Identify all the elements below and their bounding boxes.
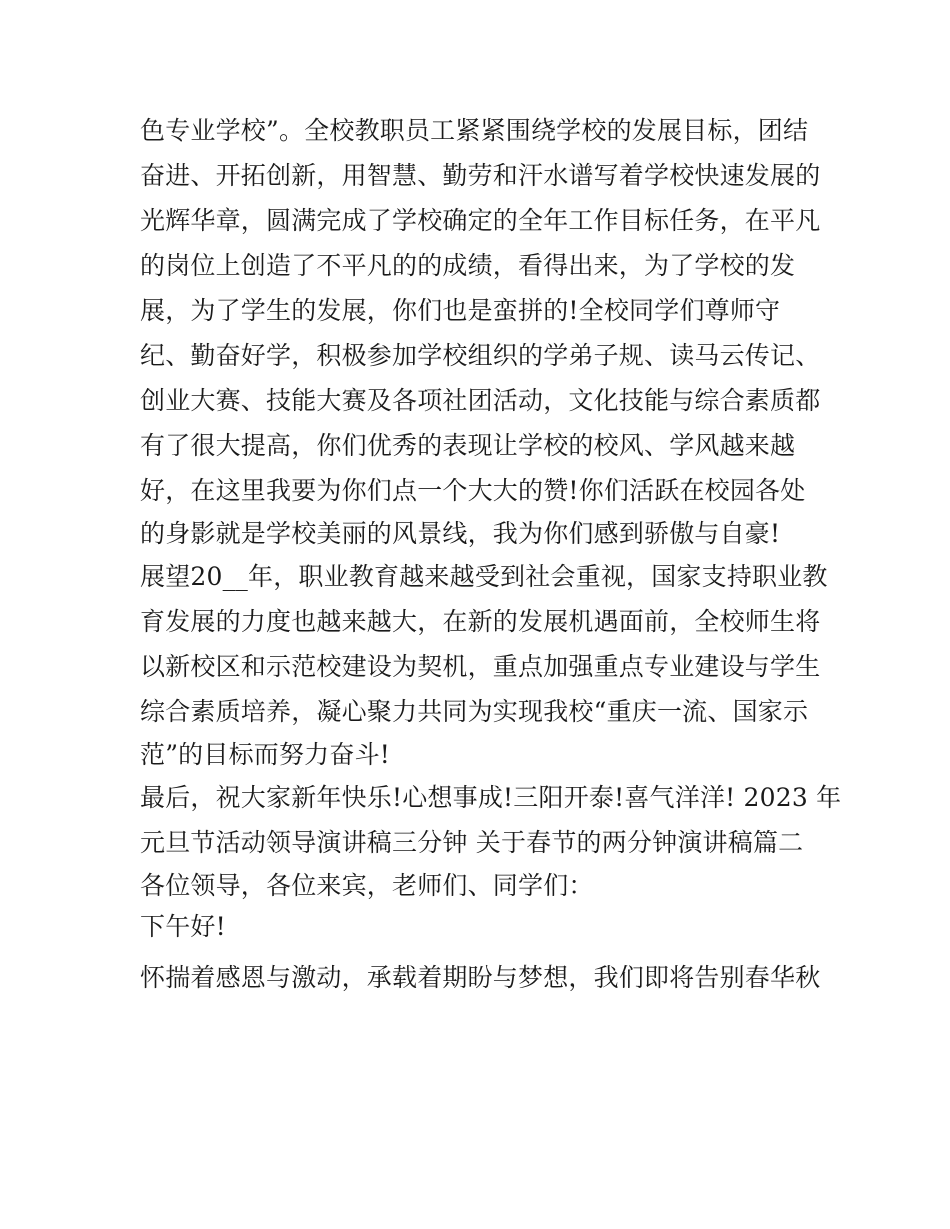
text-line: 好，在这里我要为你们点一个大大的赞!你们活跃在校园各处 <box>140 476 806 505</box>
text-line: 综合素质培养，凝心聚力共同为实现我校“重庆一流、国家示 <box>140 697 809 726</box>
text-line: 范”的目标而努力奋斗! <box>140 740 391 769</box>
text-line: 的身影就是学校美丽的风景线，我为你们感到骄傲与自豪! <box>140 519 781 548</box>
text-line: 下午好! <box>140 912 226 941</box>
text-line: 最后，祝大家新年快乐!心想事成!三阳开泰!喜气洋洋! 2023 年 <box>140 783 842 812</box>
text-line: 纪、勤奋好学，积极参加学校组织的学弟子规、读马云传记、 <box>140 341 821 370</box>
text-line: 元旦节活动领导演讲稿三分钟 关于春节的两分钟演讲稿篇二 <box>140 828 804 857</box>
text-line: 怀揣着感恩与激动，承载着期盼与梦想，我们即将告别春华秋 <box>140 963 821 992</box>
text-line: 各位领导，各位来宾，老师们、同学们： <box>140 871 594 900</box>
text-line: 展望20__年，职业教育越来越受到社会重视，国家支持职业教 <box>140 562 828 591</box>
text-line: 光辉华章，圆满完成了学校确定的全年工作目标任务，在平凡 <box>140 206 821 235</box>
text-line: 育发展的力度也越来越大，在新的发展机遇面前，全校师生将 <box>140 607 821 636</box>
text-line: 展，为了学生的发展，你们也是蛮拼的!全校同学们尊师守 <box>140 296 781 325</box>
speech-text-body <box>140 108 842 1000</box>
text-line: 以新校区和示范校建设为契机，重点加强重点专业建设与学生 <box>140 652 821 681</box>
text-line: 有了很大提高，你们优秀的表现让学校的校风、学风越来越 <box>140 431 796 460</box>
text-line: 色专业学校”。全校教职员工紧紧围绕学校的发展目标，团结 <box>140 116 809 145</box>
text-line: 创业大赛、技能大赛及各项社团活动，文化技能与综合素质都 <box>140 386 821 415</box>
text-line: 奋进、开拓创新，用智慧、勤劳和汗水谱写着学校快速发展的 <box>140 161 821 190</box>
text-line: 的岗位上创造了不平凡的的成绩，看得出来，为了学校的发 <box>140 251 796 280</box>
